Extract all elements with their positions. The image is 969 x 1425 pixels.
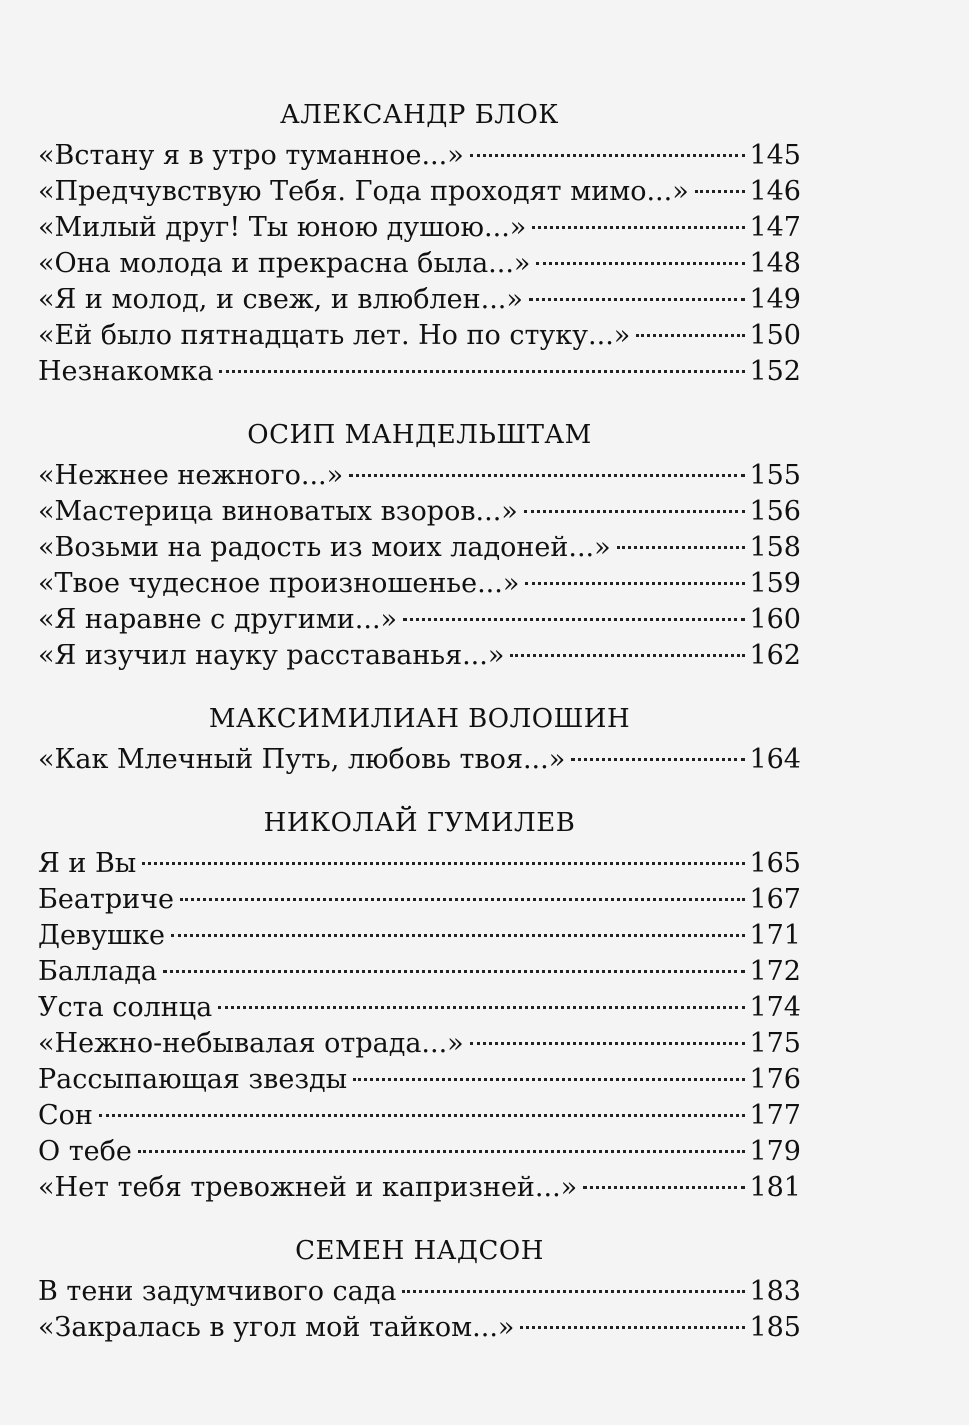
- entry-title: «Она молода и прекрасна была...»: [38, 248, 531, 279]
- toc-section: [38, 1228, 801, 1346]
- entry-title: Девушке: [38, 920, 165, 951]
- dot-leader: [525, 582, 745, 585]
- page-number: 147: [749, 212, 801, 243]
- toc-entry[interactable]: [38, 530, 801, 566]
- page-number: 181: [749, 1172, 801, 1203]
- page-number: 158: [749, 532, 801, 563]
- page-number: 155: [749, 460, 801, 491]
- dot-leader: [470, 154, 746, 157]
- dot-leader: [695, 190, 746, 193]
- page-number: 167: [749, 884, 801, 915]
- table-of-contents: [38, 92, 801, 1346]
- entry-title: «Я и молод, и свеж, и влюблен...»: [38, 284, 523, 315]
- toc-section: [38, 696, 801, 778]
- entry-title: «Нет тебя тревожней и капризней...»: [38, 1172, 578, 1203]
- toc-entry[interactable]: [38, 1310, 801, 1346]
- dot-leader: [180, 898, 745, 901]
- page-number: 149: [749, 284, 801, 315]
- author-heading: МАКСИМИЛИАН ВОЛОШИН: [208, 704, 631, 734]
- dot-leader: [218, 1006, 745, 1009]
- page-number: 148: [749, 248, 801, 279]
- toc-entry[interactable]: [38, 918, 801, 954]
- dot-leader: [470, 1042, 746, 1045]
- dot-leader: [402, 1290, 745, 1293]
- toc-entry[interactable]: [38, 354, 801, 390]
- toc-entry[interactable]: [38, 742, 801, 778]
- toc-section: [38, 800, 801, 1206]
- toc-entry[interactable]: [38, 318, 801, 354]
- dot-leader: [536, 262, 745, 265]
- page-number: 176: [749, 1064, 801, 1095]
- dot-leader: [99, 1114, 746, 1117]
- page-number: 152: [749, 356, 801, 387]
- toc-entry[interactable]: [38, 1098, 801, 1134]
- page-number: 171: [749, 920, 801, 951]
- page-number: 159: [749, 568, 801, 599]
- entry-title: Рассыпающая звезды: [38, 1064, 348, 1095]
- toc-entry[interactable]: [38, 494, 801, 530]
- page-number: 162: [749, 640, 801, 671]
- author-heading: НИКОЛАЙ ГУМИЛЕВ: [263, 808, 576, 838]
- page-number: 183: [749, 1276, 801, 1307]
- page-number: 177: [749, 1100, 801, 1131]
- toc-entry[interactable]: [38, 638, 801, 674]
- page-number: 165: [749, 848, 801, 879]
- entry-title: «Предчувствую Тебя. Года проходят мимо...»: [38, 176, 689, 207]
- toc-section: [38, 92, 801, 390]
- dot-leader: [636, 334, 745, 337]
- entry-title: «Мастерица виноватых взоров...»: [38, 496, 518, 527]
- page-number: 146: [749, 176, 801, 207]
- entry-title: «Твое чудесное произношенье...»: [38, 568, 520, 599]
- entry-title: Уста солнца: [38, 992, 213, 1023]
- dot-leader: [138, 1150, 746, 1153]
- entry-title: «Нежно-небывалая отрада...»: [38, 1028, 464, 1059]
- toc-entry[interactable]: [38, 210, 801, 246]
- entry-title: «Закралась в угол мой тайком...»: [38, 1312, 515, 1343]
- author-heading: АЛЕКСАНДР БЛОК: [280, 100, 559, 130]
- page-number: 160: [749, 604, 801, 635]
- toc-entry[interactable]: [38, 1134, 801, 1170]
- entry-title: «Я наравне с другими...»: [38, 604, 398, 635]
- page-number: 150: [749, 320, 801, 351]
- entry-title: «Возьми на радость из моих ладоней...»: [38, 532, 611, 563]
- entry-title: «Ей было пятнадцать лет. Но по стуку...»: [38, 320, 631, 351]
- dot-leader: [349, 474, 745, 477]
- page-number: 156: [749, 496, 801, 527]
- entry-title: «Милый друг! Ты юною душою...»: [38, 212, 527, 243]
- toc-entry[interactable]: [38, 1274, 801, 1310]
- dot-leader: [524, 510, 746, 513]
- page-number: 185: [749, 1312, 801, 1343]
- page-number: 175: [749, 1028, 801, 1059]
- dot-leader: [532, 226, 745, 229]
- dot-leader: [142, 862, 745, 865]
- dot-leader: [583, 1186, 745, 1189]
- dot-leader: [403, 618, 745, 621]
- dot-leader: [617, 546, 746, 549]
- section-spacer: [38, 778, 801, 800]
- section-spacer: [38, 674, 801, 696]
- section-spacer: [38, 1206, 801, 1228]
- entry-title: В тени задумчивого сада: [38, 1276, 397, 1307]
- toc-entry[interactable]: [38, 174, 801, 210]
- dot-leader: [510, 654, 745, 657]
- toc-entry[interactable]: [38, 246, 801, 282]
- dot-leader: [171, 934, 745, 937]
- toc-entry[interactable]: [38, 1170, 801, 1206]
- entry-title: «Нежнее нежного...»: [38, 460, 344, 491]
- entry-title: Баллада: [38, 956, 158, 987]
- section-spacer: [38, 390, 801, 412]
- dot-leader: [353, 1078, 745, 1081]
- entry-title: Сон: [38, 1100, 93, 1131]
- entry-title: «Встану я в утро туманное...»: [38, 140, 464, 171]
- page-number: 145: [749, 140, 801, 171]
- dot-leader: [163, 970, 745, 973]
- toc-entry[interactable]: [38, 602, 801, 638]
- dot-leader: [529, 298, 746, 301]
- toc-entry[interactable]: [38, 882, 801, 918]
- page-number: 179: [749, 1136, 801, 1167]
- toc-entry[interactable]: [38, 138, 801, 174]
- dot-leader: [520, 1326, 745, 1329]
- author-heading: ОСИП МАНДЕЛЬШТАМ: [247, 420, 592, 450]
- toc-entry[interactable]: [38, 282, 801, 318]
- page-number: 172: [749, 956, 801, 987]
- entry-title: «Я изучил науку расставанья...»: [38, 640, 505, 671]
- entry-title: О тебе: [38, 1136, 132, 1167]
- page-number: 164: [749, 744, 801, 775]
- toc-entry[interactable]: [38, 1062, 801, 1098]
- toc-entry[interactable]: [38, 1026, 801, 1062]
- author-heading: СЕМЕН НАДСОН: [295, 1236, 544, 1266]
- toc-entry[interactable]: [38, 954, 801, 990]
- page-number: 174: [749, 992, 801, 1023]
- entry-title: «Как Млечный Путь, любовь твоя...»: [38, 744, 566, 775]
- toc-entry[interactable]: [38, 458, 801, 494]
- toc-section: [38, 412, 801, 674]
- toc-entry[interactable]: [38, 846, 801, 882]
- entry-title: Незнакомка: [38, 356, 214, 387]
- dot-leader: [571, 758, 745, 761]
- toc-entry[interactable]: [38, 990, 801, 1026]
- entry-title: Я и Вы: [38, 848, 137, 879]
- toc-entry[interactable]: [38, 566, 801, 602]
- entry-title: Беатриче: [38, 884, 174, 915]
- dot-leader: [219, 370, 745, 373]
